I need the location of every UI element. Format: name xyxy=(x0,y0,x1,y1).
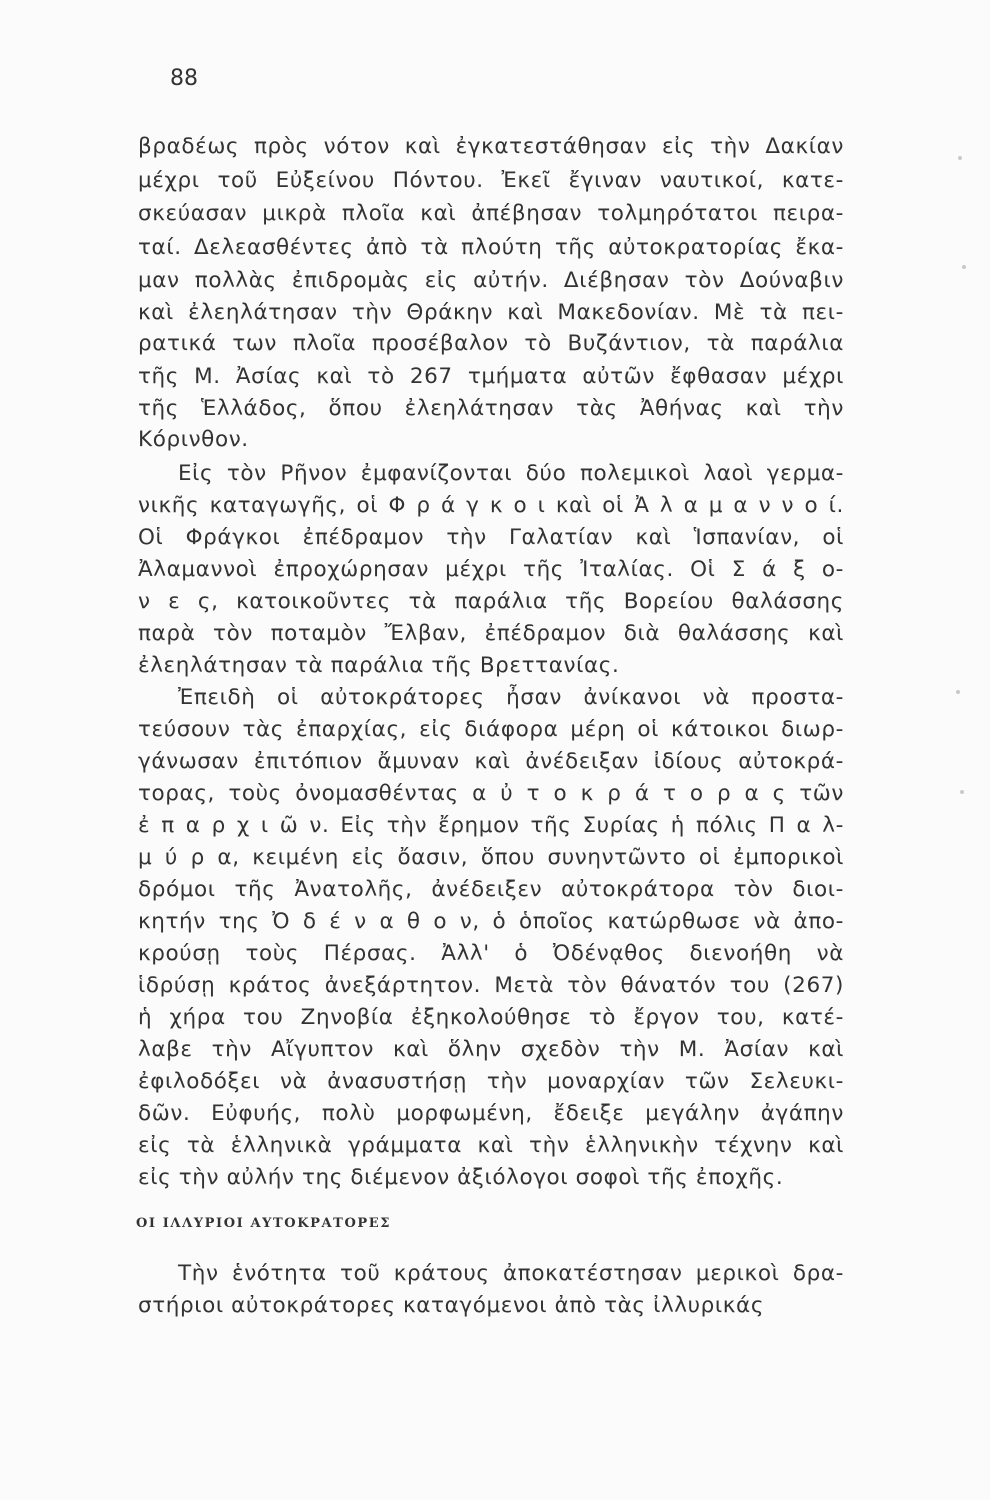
text-line: κρούσῃ τοὺς Πέρσας. Ἀλλ' ὁ Ὀδένᾳθος διενοήθη νὰ xyxy=(138,941,844,966)
text-line: εἰς τὴν αὐλήν της διέμενον ἀξιόλογοι σοφοὶ τῆς ἐποχῆς. xyxy=(138,1165,784,1190)
text-line: μ ύ ρ α, κειμένη εἰς ὄασιν, ὅπου συνηντῶντο οἱ ἐμπορικοὶ xyxy=(138,845,844,870)
text-line: δῶν. Εὐφυής, πολὺ μορφωμένη, ἔδειξε μεγάλην ἀγάπην xyxy=(138,1101,844,1126)
text-line: καὶ ἐλεηλάτησαν τὴν Θράκην καὶ Μακεδονίαν. Μὲ τὰ πει- xyxy=(138,300,844,325)
text-line: νικῆς καταγωγῆς, οἱ Φ ρ ά γ κ ο ι καὶ οἱ Ἀ λ α μ α ν ν ο ί. xyxy=(138,493,844,518)
text-line: παρὰ τὸν ποταμὸν Ἔλβαν, ἐπέδραμον διὰ θαλάσσης καὶ xyxy=(138,621,844,646)
text-line: Ἐπειδὴ οἱ αὐτοκράτορες ἦσαν ἀνίκανοι νὰ προστα- xyxy=(178,685,844,710)
scan-speck xyxy=(958,156,962,160)
text-line: ἐλεηλάτησαν τὰ παράλια τῆς Βρεττανίας. xyxy=(138,653,620,678)
scan-speck xyxy=(962,265,966,269)
text-line: μέχρι τοῦ Εὐξείνου Πόντου. Ἐκεῖ ἔγιναν ναυτικοί, κατε- xyxy=(138,168,844,193)
text-line: γάνωσαν ἐπιτόπιον ἄμυναν καὶ ἀνέδειξαν ἰδίους αὐτοκρά- xyxy=(138,749,844,774)
text-line: ρατικά των πλοῖα προσέβαλον τὸ Βυζάντιον, τὰ παράλια xyxy=(138,331,844,356)
text-line: τῆς Ἑλλάδος, ὅπου ἐλεηλάτησαν τὰς Ἀθήνας καὶ τὴν xyxy=(138,396,844,421)
scan-speck xyxy=(960,790,964,794)
text-line: σκεύασαν μικρὰ πλοῖα καὶ ἀπέβησαν τολμηρότατοι πειρα- xyxy=(138,201,844,226)
section-heading: ΟΙ ΙΛΛΥΡΙΟΙ ΑΥΤΟΚΡΑΤΟΡΕΣ xyxy=(136,1216,392,1231)
text-line: ἐ π α ρ χ ι ῶ ν. Εἰς τὴν ἔρημον τῆς Συρίας ἡ πόλις Π α λ- xyxy=(138,813,844,838)
text-line: ν ε ς, κατοικοῦντες τὰ παράλια τῆς Βορείου θαλάσσης xyxy=(138,589,844,614)
text-line: Τὴν ἑνότητα τοῦ κράτους ἀποκατέστησαν μερικοὶ δρα- xyxy=(178,1261,844,1286)
text-line: κητήν της Ὀ δ έ ν α θ ο ν, ὁ ὁποῖος κατώρθωσε νὰ ἀπο- xyxy=(138,909,844,934)
text-line: ταί. Δελεασθέντες ἀπὸ τὰ πλούτη τῆς αὐτοκρατορίας ἔκα- xyxy=(138,235,844,260)
text-line: Εἰς τὸν Ρῆνον ἐμφανίζονται δύο πολεμικοὶ λαοὶ γερμα- xyxy=(178,461,844,486)
text-line: εἰς τὰ ἑλληνικὰ γράμματα καὶ τὴν ἑλληνικὴν τέχνην καὶ xyxy=(138,1133,844,1158)
text-line: τορας, τοὺς ὀνομασθέντας α ὐ τ ο κ ρ ά τ ο ρ α ς τῶν xyxy=(138,781,844,806)
page-number: 88 xyxy=(170,66,198,91)
text-line: τεύσουν τὰς ἐπαρχίας, εἰς διάφορα μέρη οἱ κάτοικοι διωρ- xyxy=(138,717,844,742)
text-line: στήριοι αὐτοκράτορες καταγόμενοι ἀπὸ τὰς ἰλλυρικάς xyxy=(138,1293,765,1318)
text-line: ἱδρύσῃ κράτος ἀνεξάρτητον. Μετὰ τὸν θάνατόν του (267) xyxy=(138,973,844,998)
scan-speck xyxy=(956,690,960,694)
text-line: Ἀλαμαννοὶ ἐπροχώρησαν μέχρι τῆς Ἰταλίας. Οἱ Σ ά ξ ο- xyxy=(138,557,844,582)
text-line: ἡ χήρα του Ζηνοβία ἐξηκολούθησε τὸ ἔργον του, κατέ- xyxy=(138,1005,844,1030)
text-line: Οἱ Φράγκοι ἐπέδραμον τὴν Γαλατίαν καὶ Ἱσπανίαν, οἱ xyxy=(138,525,844,550)
text-line: λαβε τὴν Αἴγυπτον καὶ ὅλην σχεδὸν τὴν Μ. Ἀσίαν καὶ xyxy=(138,1037,844,1062)
text-line: Κόρινθον. xyxy=(138,427,249,452)
text-line: ἐφιλοδόξει νὰ ἀνασυστήσῃ τὴν μοναρχίαν τῶν Σελευκι- xyxy=(138,1069,844,1094)
text-line: δρόμοι τῆς Ἀνατολῆς, ἀνέδειξεν αὐτοκράτορα τὸν διοι- xyxy=(138,877,844,902)
text-line: τῆς Μ. Ἀσίας καὶ τὸ 267 τμήματα αὐτῶν ἔφθασαν μέχρι xyxy=(138,364,844,389)
text-line: βραδέως πρὸς νότον καὶ ἐγκατεστάθησαν εἰς τὴν Δακίαν xyxy=(138,134,844,159)
text-line: μαν πολλὰς ἐπιδρομὰς εἰς αὐτήν. Διέβησαν τὸν Δούναβιν xyxy=(138,268,844,293)
